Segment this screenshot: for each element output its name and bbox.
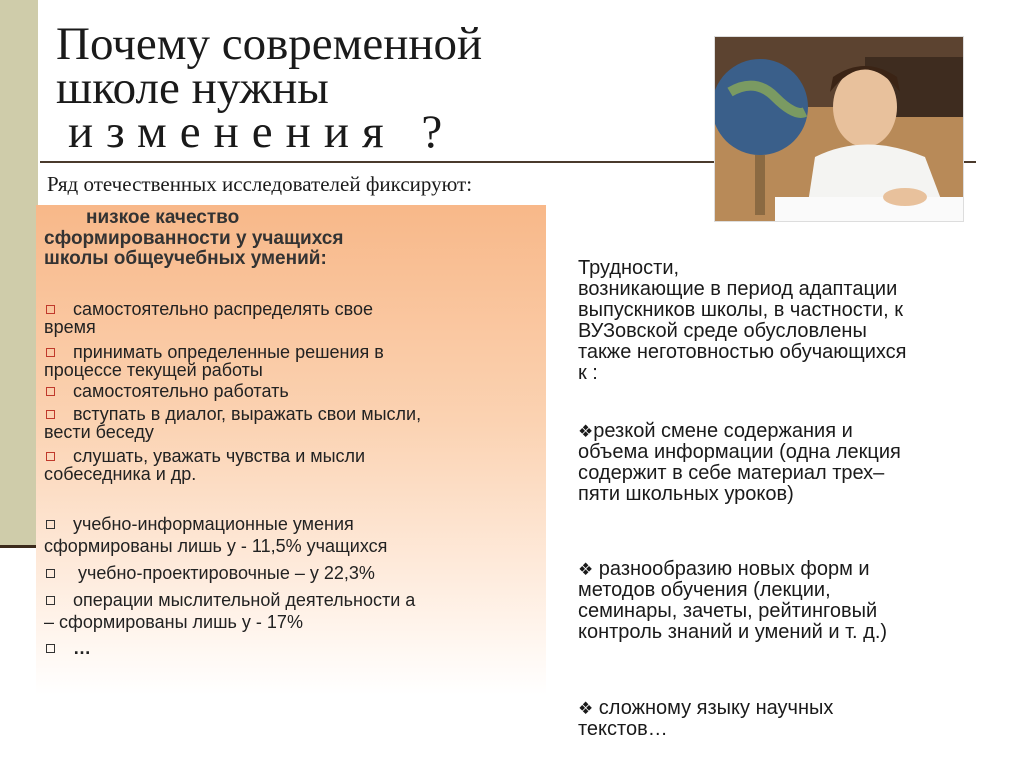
skill-text-cont: время (44, 317, 96, 337)
skill-text: принимать определенные решения в (73, 342, 384, 362)
reason-text: семинары, зачеты, рейтинговый (578, 600, 878, 622)
stat-text-cont: – сформированы лишь у - 17% (44, 612, 303, 632)
reason-text: текстов… (578, 718, 668, 740)
skill-item (36, 300, 546, 318)
stat-text: учебно-информационные умения (73, 514, 354, 534)
square-bullet-icon (46, 387, 55, 396)
stat-text-cont: сформированы лишь у - 11,5% учащихся (44, 536, 388, 556)
intro-line: также неготовностью обучающихся (578, 341, 907, 363)
skill-text-cont: собеседника и др. (44, 464, 197, 484)
panel-heading-3: школы общеучебных умений: (44, 248, 327, 269)
stat-item (36, 639, 546, 657)
intro-line: выпускников школы, в частности, к (578, 299, 903, 321)
skill-text: вступать в диалог, выражать свои мысли, (73, 404, 422, 424)
reason-text: содержит в себе материал трех– (578, 462, 885, 484)
student-photo (714, 36, 964, 222)
skill-text: самостоятельно распределять свое (73, 299, 374, 319)
reason-text: резкой смене содержания и (593, 420, 853, 442)
skill-item (36, 447, 546, 465)
square-bullet-icon (46, 348, 55, 357)
reason-text: пяти школьных уроков) (578, 483, 794, 505)
skill-item (36, 382, 546, 400)
title-line-2: школе нужны (56, 62, 329, 114)
intro-line: возникающие в период адаптации (578, 278, 898, 300)
diamond-bullet-icon: ❖ (578, 422, 594, 441)
reason-text: разнообразию новых форм и (593, 558, 870, 580)
reason-point (578, 559, 1008, 643)
stat-item (36, 564, 546, 582)
square-bullet-icon (46, 596, 55, 605)
reason-point (578, 698, 1008, 740)
skill-item (36, 343, 546, 361)
square-bullet-icon (46, 569, 55, 578)
reason-text: методов обучения (лекции, (578, 579, 831, 601)
skill-text-cont: процессе текущей работы (44, 360, 263, 380)
stat-text: учебно-проектировочные – у 22,3% (78, 563, 375, 583)
intro-line: Трудности, (578, 257, 680, 279)
square-bullet-icon (46, 520, 55, 529)
stat-text: операции мыслительной деятельности а (73, 590, 416, 610)
intro-text: Ряд отечественных исследователей фиксируют: (47, 172, 473, 196)
student-photo-illustration (715, 37, 964, 222)
skills-panel (36, 205, 546, 695)
reason-text: сложному языку научных (593, 697, 834, 719)
square-bullet-icon (46, 452, 55, 461)
diamond-bullet-icon: ❖ (578, 560, 594, 579)
title-line-1: Почему современной (56, 18, 483, 70)
square-bullet-icon (46, 644, 55, 653)
ellipsis-text: … (73, 638, 91, 658)
intro-line: к : (578, 362, 598, 384)
decorative-side-strip (0, 0, 38, 545)
stat-item (36, 591, 546, 609)
decorative-side-line (0, 545, 38, 548)
adaptation-intro (578, 258, 1008, 384)
square-bullet-icon (46, 305, 55, 314)
slide-title (56, 18, 676, 158)
reason-text: контроль знаний и умений и т. д.) (578, 621, 888, 643)
panel-heading-2: сформированности у учащихся (44, 228, 344, 249)
diamond-bullet-icon: ❖ (578, 699, 594, 718)
skill-text-cont: вести беседу (44, 422, 154, 442)
stat-item (36, 515, 546, 533)
skill-item (36, 405, 546, 423)
skill-text: слушать, уважать чувства и мысли (73, 446, 366, 466)
skill-text: самостоятельно работать (73, 381, 289, 401)
intro-line: ВУЗовской среде обусловлены (578, 320, 867, 342)
title-line-3: изменения ? (68, 106, 456, 158)
square-bullet-icon (46, 410, 55, 419)
reason-point (578, 421, 1008, 505)
reason-text: объема информации (одна лекция (578, 441, 901, 463)
panel-heading-1: низкое качество (86, 207, 240, 228)
